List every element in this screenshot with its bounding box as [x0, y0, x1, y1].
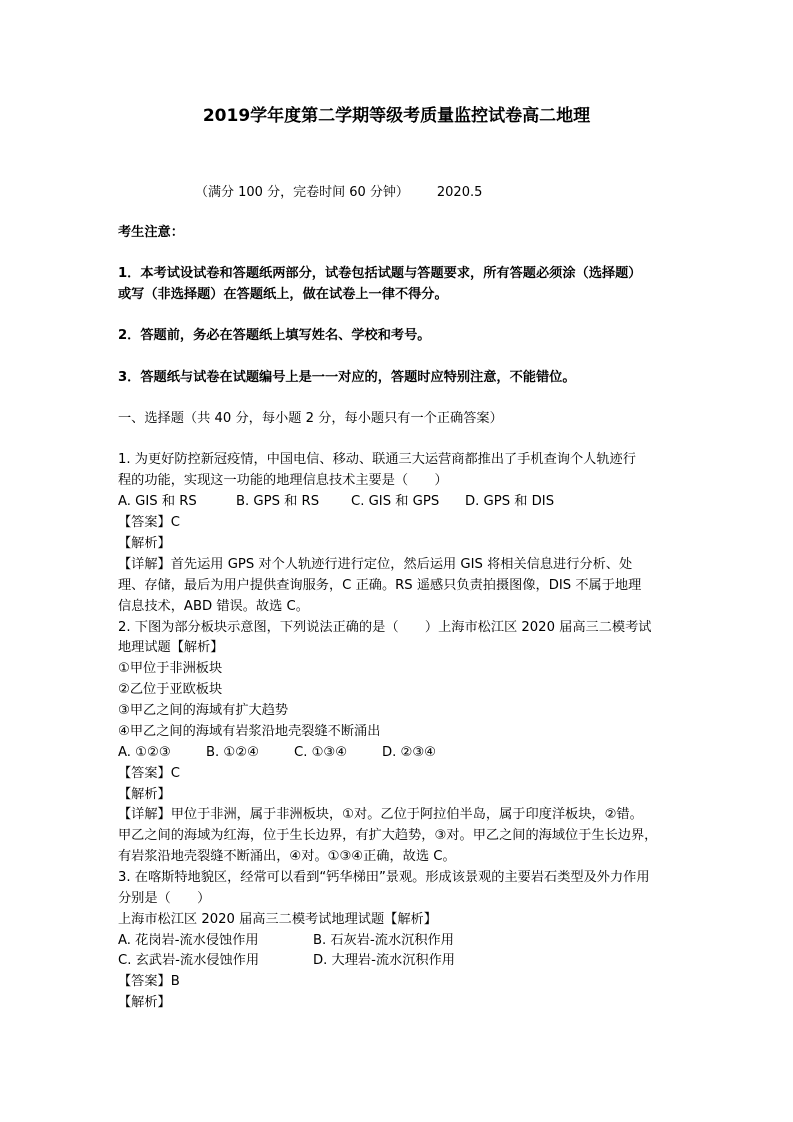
q2-options: [118, 743, 436, 763]
q3-option-c: C. 玄武岩-流水侵蚀作用: [118, 953, 260, 968]
q3-answer: 【答案】B: [118, 974, 180, 989]
q3-options-row-1: [118, 931, 454, 951]
notice-item-1-cont: 或写（非选择题）在答题纸上，做在试卷上一律不得分。: [118, 287, 448, 302]
q3-stem-line: 分别是（ ）: [118, 891, 211, 906]
notice-item-1: 1．本考试设试卷和答题纸两部分，试卷包括试题与答题要求，所有答题必须涂（选择题）: [118, 266, 642, 281]
q3-option-b: B. 石灰岩-流水沉积作用: [313, 933, 454, 948]
q2-detail-line: 【详解】甲位于非洲，属于非洲板块，①对。乙位于阿拉伯半岛，属于印度洋板块，②错。: [118, 807, 643, 822]
exam-date: 2020.5: [436, 185, 483, 200]
q1-stem-line: 程的功能，实现这一功能的地理信息技术主要是（ ）: [118, 473, 448, 488]
q2-option-d: D. ②③④: [382, 745, 437, 760]
section-heading: 一、选择题（共 40 分，每小题 2 分，每小题只有一个正确答案）: [118, 411, 503, 426]
notice-heading: 考生注意：: [118, 225, 184, 240]
q1-option-b: B. GPS 和 RS: [236, 494, 320, 509]
exam-info: [195, 183, 482, 203]
exam-info-text: （满分 100 分，完卷时间 60 分钟）: [195, 185, 409, 200]
q2-detail-line: 甲乙之间的海域为红海，位于生长边界，有扩大趋势，③对。甲乙之间的海域位于生长边界，: [118, 828, 658, 843]
q1-stem-line: 1. 为更好防控新冠疫情，中国电信、移动、联通三大运营商都推出了手机查询个人轨迹行: [118, 452, 636, 467]
exam-title: 2019学年度第二学期等级考质量监控试卷高二地理: [202, 106, 591, 126]
q2-statement-4: ④甲乙之间的海域有岩浆沿地壳裂缝不断涌出: [118, 724, 381, 739]
q1-option-a: A. GIS 和 RS: [118, 494, 197, 509]
q1-analysis-label: 【解析】: [118, 536, 171, 551]
q3-options-row-2: [118, 951, 455, 971]
q2-option-c: C. ①③④: [294, 745, 348, 760]
q1-option-c: C. GIS 和 GPS: [351, 494, 440, 509]
q3-source-line: 上海市松江区 2020 届高三二模考试地理试题【解析】: [118, 912, 437, 927]
q2-stem-line: 2. 下图为部分板块示意图，下列说法正确的是（ ）上海市松江区 2020 届高三二模考试: [118, 620, 652, 635]
q2-statement-3: ③甲乙之间的海域有扩大趋势: [118, 703, 289, 718]
q2-analysis-label: 【解析】: [118, 787, 171, 802]
q1-options: [118, 492, 554, 512]
q2-statement-2: ②乙位于亚欧板块: [118, 682, 223, 697]
q3-option-d: D. 大理岩-流水沉积作用: [313, 953, 455, 968]
q2-option-b: B. ①②④: [206, 745, 259, 760]
q1-answer: 【答案】C: [118, 515, 180, 530]
q3-analysis-label: 【解析】: [118, 995, 171, 1010]
q1-detail-line: 信息技术，ABD 错误。故选 C。: [118, 599, 309, 614]
q2-option-a: A. ①②③: [118, 745, 171, 760]
q3-option-a: A. 花岗岩-流水侵蚀作用: [118, 933, 259, 948]
q2-statement-1: ①甲位于非洲板块: [118, 661, 223, 676]
q3-stem-line: 3. 在喀斯特地貌区，经常可以看到“钙华梯田”景观。形成该景观的主要岩石类型及外力作用: [118, 870, 650, 885]
notice-item-2: 2．答题前，务必在答题纸上填写姓名、学校和考号。: [118, 328, 431, 343]
q1-option-d: D. GPS 和 DIS: [465, 494, 555, 509]
q1-detail-line: 【详解】首先运用 GPS 对个人轨迹行进行定位，然后运用 GIS 将相关信息进行分析、处: [118, 557, 633, 572]
q2-answer: 【答案】C: [118, 766, 180, 781]
q1-detail-line: 理、存储，最后为用户提供查询服务，C 正确。RS 遥感只负责拍摄图像，DIS 不属于地理: [118, 578, 642, 593]
q2-stem-line: 地理试题【解析】: [118, 640, 224, 655]
notice-item-3: 3．答题纸与试卷在试题编号上是一一对应的，答题时应特别注意，不能错位。: [118, 370, 576, 385]
q2-detail-line: 有岩浆沿地壳裂缝不断涌出，④对。①③④正确，故选 C。: [118, 849, 456, 864]
